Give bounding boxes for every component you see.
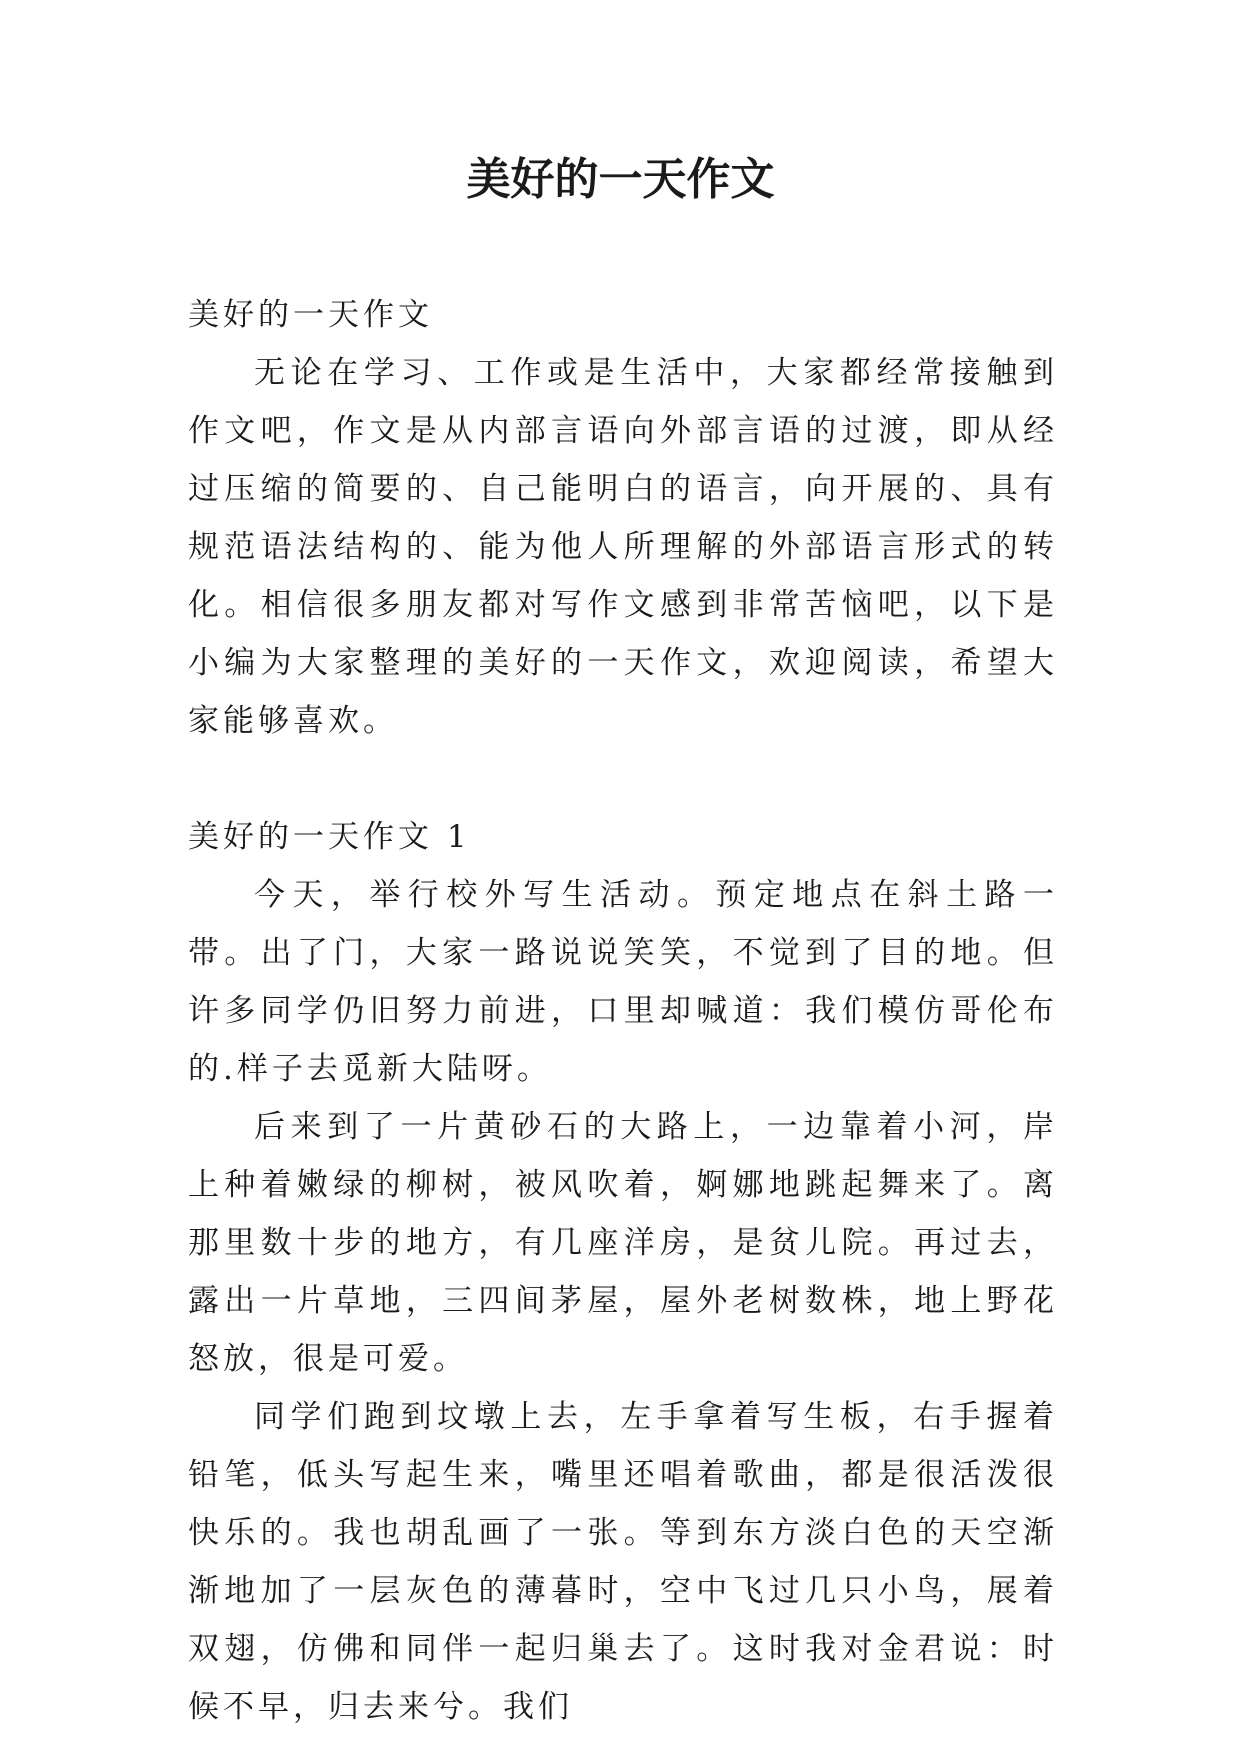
document-body xyxy=(188,286,1058,1736)
document-title: 美好的一天作文 xyxy=(466,154,775,205)
essay-heading: 美好的一天作文 1 xyxy=(188,819,471,855)
section-gap xyxy=(188,750,1058,808)
intro-heading: 美好的一天作文 xyxy=(188,297,433,333)
essay-paragraph: 后来到了一片黄砂石的大路上，一边靠着小河，岸上种着嫩绿的柳树，被风吹着，婀娜地跳起舞来了。离那里数十步的地方，有几座洋房，是贫儿院。再过去，露出一片草地，三四间茅屋，屋外老树数株，地上野花怒放，很是可爱。 xyxy=(188,1109,1058,1377)
essay-paragraph: 同学们跑到坟墩上去，左手拿着写生板，右手握着铅笔，低头写起生来，嘴里还唱着歌曲，都是很活泼很快乐的。我也胡乱画了一张。等到东方淡白色的天空渐渐地加了一层灰色的薄暮时，空中飞过几只小鸟，展着双翅，仿佛和同伴一起归巢去了。这时我对金君说：时候不早，归去来兮。我们 xyxy=(188,1399,1058,1725)
essay-paragraph: 今天，举行校外写生活动。预定地点在斜土路一带。出了门，大家一路说说笑笑，不觉到了目的地。但许多同学仍旧努力前进，口里却喊道：我们模仿哥伦布的.样子去觅新大陆呀。 xyxy=(188,877,1058,1087)
intro-paragraph: 无论在学习、工作或是生活中，大家都经常接触到作文吧，作文是从内部言语向外部言语的过渡，即从经过压缩的简要的、自己能明白的语言，向开展的、具有规范语法结构的、能为他人所理解的外部语言形式的转化。相信很多朋友都对写作文感到非常苦恼吧，以下是小编为大家整理的美好的一天作文，欢迎阅读，希望大家能够喜欢。 xyxy=(188,355,1058,739)
